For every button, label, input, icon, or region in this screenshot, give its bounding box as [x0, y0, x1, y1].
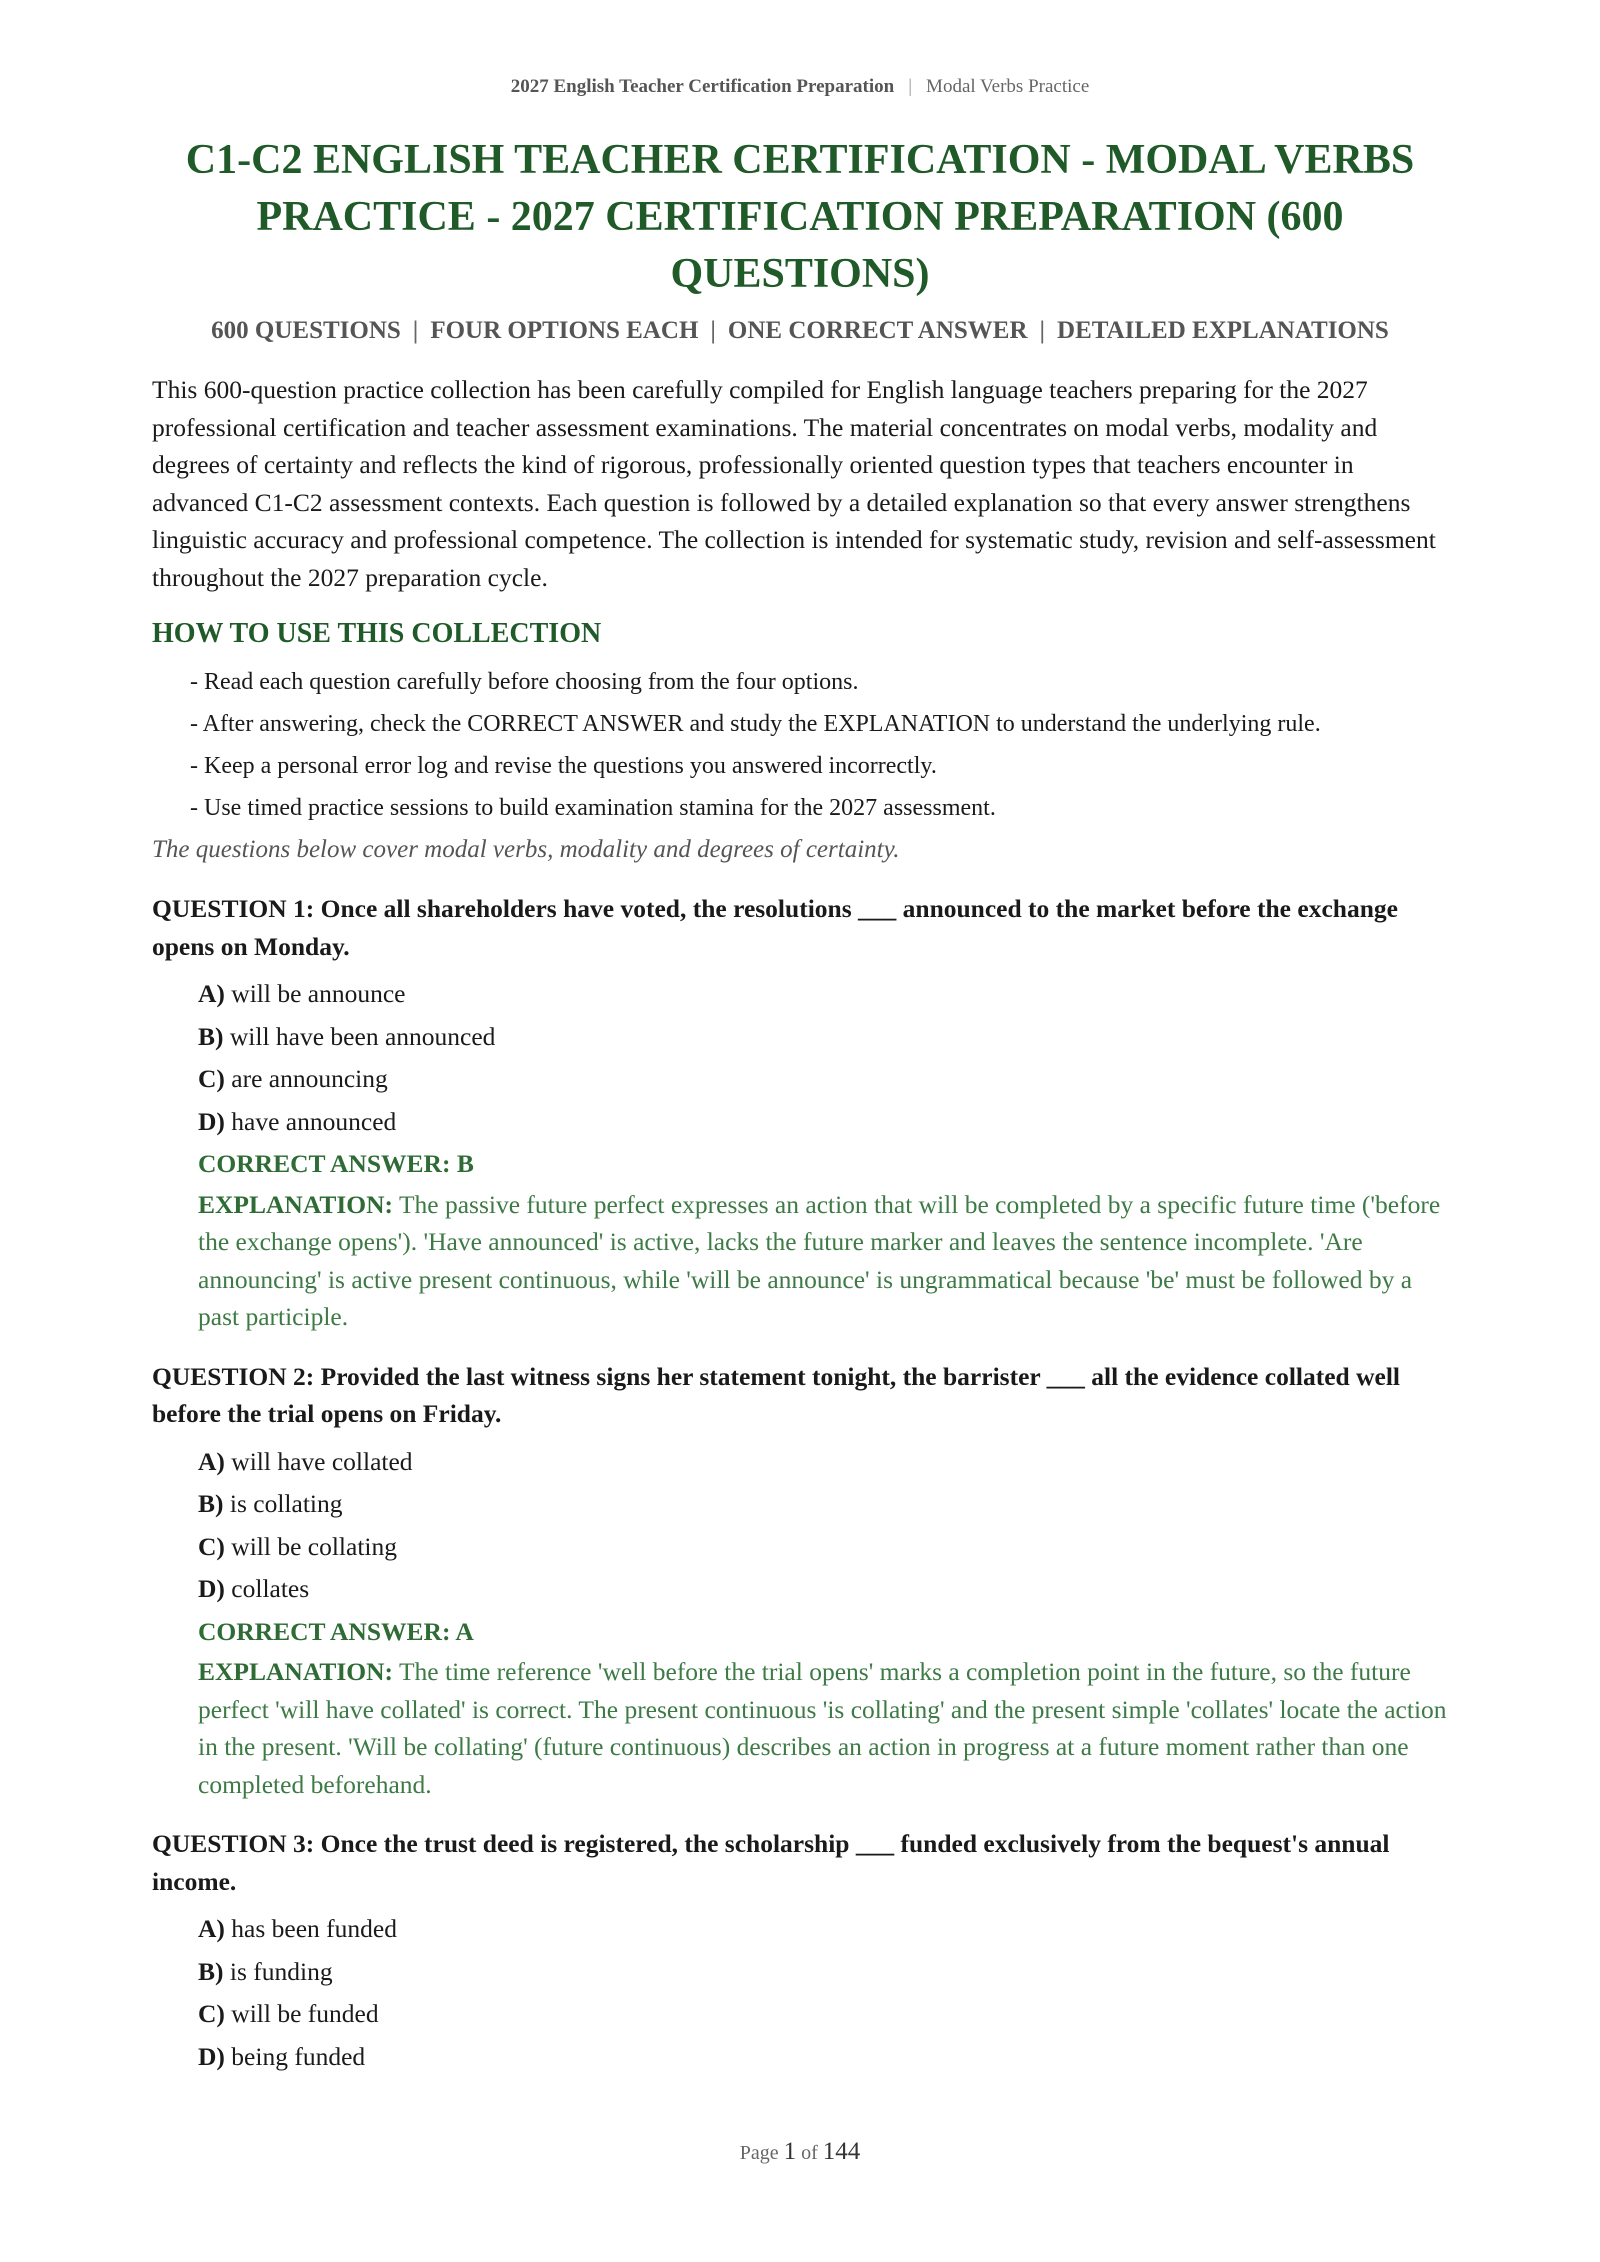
document-subtitle	[152, 317, 1448, 345]
option-text: will have collated	[231, 1446, 413, 1476]
subtitle-item: FOUR OPTIONS EACH	[430, 317, 699, 344]
option-letter: C)	[198, 1531, 225, 1561]
explanation-label: EXPLANATION:	[198, 1657, 394, 1686]
option-text: will have been announced	[229, 1021, 496, 1051]
option-c	[198, 1058, 1448, 1101]
option-d	[198, 1101, 1448, 1144]
page-number: 1	[783, 2138, 797, 2165]
explanation-label: EXPLANATION:	[198, 1189, 394, 1219]
option-a	[198, 1441, 1448, 1484]
option-letter: D)	[198, 1106, 225, 1136]
header-separator: |	[908, 76, 913, 97]
option-letter: C)	[198, 1999, 225, 2028]
option-letter: B)	[198, 1021, 224, 1051]
option-text: will be funded	[231, 1999, 379, 2028]
explanation	[198, 1186, 1448, 1336]
header-left-text: 2027 English Teacher Certification Preparation	[510, 76, 895, 97]
option-b	[198, 1951, 1448, 1994]
option-d	[198, 1568, 1448, 1611]
option-text: is collating	[229, 1489, 343, 1518]
option-letter: D)	[198, 2041, 225, 2071]
subtitle-item: DETAILED EXPLANATIONS	[1057, 317, 1389, 344]
explanation-text: The time reference 'well before the trial opens' marks a completion point in the future, so the future perfect 'will have collated' is correct. The present continuous 'is collating' and the present simple 'collates' locate the action in the present. 'Will be collating' (future continuous) describes an action in progress at a future moment rather than one completed beforehand.	[198, 1657, 1447, 1799]
running-header	[0, 76, 1600, 98]
option-text: will be announce	[231, 979, 406, 1008]
option-text: will be collating	[231, 1531, 398, 1561]
correct-answer: CORRECT ANSWER: A	[198, 1616, 474, 1646]
question-stem: QUESTION 1: Once all shareholders have voted, the resolutions ___ announced to the market before the exchange opens on Monday.	[152, 894, 1398, 961]
subtitle-separator: |	[710, 317, 716, 344]
list-item: - Read each question carefully before choosing from the four options.	[190, 669, 859, 695]
subtitle-item: 600 QUESTIONS	[211, 317, 401, 344]
how-to-use-heading: HOW TO USE THIS COLLECTION	[152, 618, 602, 649]
option-letter: B)	[198, 1956, 224, 1986]
option-text: being funded	[231, 2041, 366, 2071]
document-title: C1-C2 ENGLISH TEACHER CERTIFICATION - MODAL VERBS PRACTICE - 2027 CERTIFICATION PREPARATION (600 QUESTIONS)	[185, 137, 1415, 297]
total-pages: 144	[822, 2138, 861, 2165]
list-item: - Keep a personal error log and revise the questions you answered incorrectly.	[190, 753, 937, 779]
intro-paragraph: This 600-question practice collection has been carefully compiled for English language teachers preparing for the 2027 professional certification and teacher assessment examinations. The material concentrates on modal verbs, modality and degrees of certainty and reflects the kind of rigorous, professionally oriented question types that teachers encounter in advanced C1-C2 assessment contexts. Each question is followed by a detailed explanation so that every answer strengthens linguistic accuracy and professional competence. The collection is intended for systematic study, revision and self-assessment throughout the 2027 preparation cycle.	[152, 375, 1436, 592]
how-to-use-list	[190, 664, 1448, 826]
subtitle-separator: |	[412, 317, 419, 344]
options-list	[198, 1908, 1448, 2078]
option-text: has been funded	[231, 1914, 397, 1943]
option-a	[198, 1908, 1448, 1951]
option-letter: A)	[198, 1446, 225, 1476]
list-item: - Use timed practice sessions to build examination stamina for the 2027 assessment.	[190, 795, 996, 821]
option-text: are announcing	[231, 1064, 388, 1093]
subtitle-item: ONE CORRECT ANSWER	[727, 317, 1028, 344]
correct-answer: CORRECT ANSWER: B	[198, 1149, 474, 1178]
header-right-text: Modal Verbs Practice	[926, 76, 1090, 97]
page-label: Page	[739, 2142, 779, 2164]
page-content	[152, 132, 1448, 2100]
of-label: of	[801, 2142, 818, 2164]
option-c	[198, 1526, 1448, 1569]
option-text: collates	[231, 1574, 310, 1603]
question-stem: QUESTION 2: Provided the last witness signs her statement tonight, the barrister ___ all the evidence collated well before the trial opens on Friday.	[152, 1361, 1401, 1428]
question-stem: QUESTION 3: Once the trust deed is registered, the scholarship ___ funded exclusively from the bequest's annual income.	[152, 1829, 1390, 1896]
option-letter: D)	[198, 1574, 225, 1603]
explanation	[198, 1653, 1448, 1803]
option-a	[198, 973, 1448, 1016]
option-text: have announced	[231, 1106, 397, 1136]
page-footer	[0, 2138, 1600, 2166]
option-letter: A)	[198, 979, 225, 1008]
option-letter: A)	[198, 1914, 225, 1943]
question-block	[152, 1825, 1448, 2078]
subtitle-separator: |	[1039, 317, 1046, 344]
option-b	[198, 1016, 1448, 1059]
option-b	[198, 1483, 1448, 1526]
explanation-text: The passive future perfect expresses an action that will be completed by a specific future time ('before the exchange opens'). 'Have announced' is active, lacks the future marker and leaves the sentence incomplete. 'Are announcing' is active present continuous, while 'will be announce' is ungrammatical because 'be' must be followed by a past participle.	[198, 1189, 1441, 1331]
option-d	[198, 2036, 1448, 2079]
option-c	[198, 1993, 1448, 2036]
options-list	[198, 1441, 1448, 1611]
option-letter: B)	[198, 1489, 224, 1518]
option-letter: C)	[198, 1064, 225, 1093]
options-list	[198, 973, 1448, 1143]
option-text: is funding	[229, 1956, 333, 1986]
question-block	[152, 1358, 1448, 1804]
question-block	[152, 890, 1448, 1336]
list-item: - After answering, check the CORRECT ANSWER and study the EXPLANATION to understand the underlying rule.	[190, 711, 1321, 737]
scope-note: The questions below cover modal verbs, modality and degrees of certainty.	[152, 836, 900, 863]
